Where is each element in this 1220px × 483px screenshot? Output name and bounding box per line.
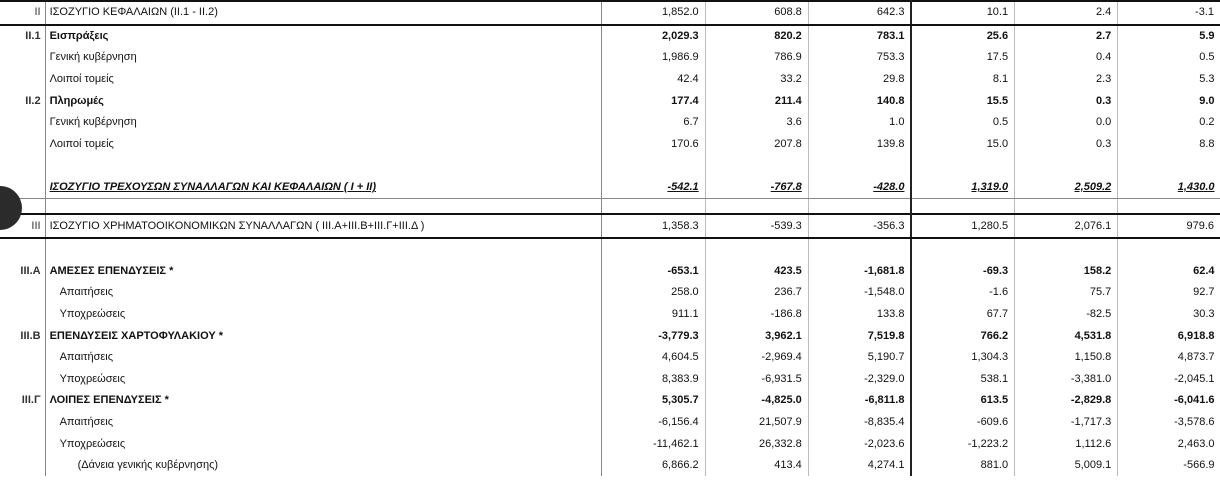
row-label: ΕΠΕΝΔΥΣΕΙΣ ΧΑΡΤΟΦΥΛΑΚΙΟΥ * (45, 325, 602, 347)
value-cell (602, 155, 705, 177)
table-body (0, 1, 1220, 476)
row-code (0, 455, 45, 477)
value-cell: -1,548.0 (808, 282, 911, 304)
value-cell (602, 238, 705, 261)
value-cell: 6,918.8 (1118, 325, 1220, 347)
row-label: Λοιποί τομείς (45, 69, 602, 91)
value-cell (911, 199, 1014, 215)
value-cell: 4,873.7 (1118, 347, 1220, 369)
value-cell: 139.8 (808, 134, 911, 156)
value-cell: 786.9 (705, 47, 808, 69)
row-label: Απαιτήσεις (45, 412, 602, 434)
table-row (0, 261, 1220, 283)
value-cell: -69.3 (911, 261, 1014, 283)
value-cell: -609.6 (911, 412, 1014, 434)
table-row (0, 282, 1220, 304)
row-label: Απαιτήσεις (45, 282, 602, 304)
value-cell (1015, 155, 1118, 177)
value-cell (1015, 199, 1118, 215)
value-cell: 1,319.0 (911, 177, 1014, 199)
value-cell (1118, 238, 1220, 261)
value-cell: -2,023.6 (808, 433, 911, 455)
value-cell: -566.9 (1118, 455, 1220, 477)
row-label: Εισπράξεις (45, 25, 602, 48)
row-label: Γενική κυβέρνηση (45, 112, 602, 134)
value-cell: 211.4 (705, 90, 808, 112)
value-cell: 236.7 (705, 282, 808, 304)
value-cell: 1,304.3 (911, 347, 1014, 369)
value-cell: -3.1 (1118, 1, 1220, 25)
value-cell: 92.7 (1118, 282, 1220, 304)
value-cell: 5.9 (1118, 25, 1220, 48)
value-cell: 766.2 (911, 325, 1014, 347)
row-code (0, 433, 45, 455)
row-code: II.2 (0, 90, 45, 112)
value-cell: 67.7 (911, 304, 1014, 326)
table-row (0, 112, 1220, 134)
row-label (45, 199, 602, 215)
value-cell: 5,009.1 (1015, 455, 1118, 477)
value-cell (808, 238, 911, 261)
table-row (0, 238, 1220, 261)
row-code (0, 47, 45, 69)
value-cell: 10.1 (911, 1, 1014, 25)
row-code (0, 238, 45, 261)
value-cell: 2.3 (1015, 69, 1118, 91)
value-cell: -653.1 (602, 261, 705, 283)
value-cell (705, 155, 808, 177)
row-code (0, 69, 45, 91)
value-cell: 911.1 (602, 304, 705, 326)
value-cell: 613.5 (911, 390, 1014, 412)
table-row (0, 214, 1220, 238)
value-cell: 608.8 (705, 1, 808, 25)
value-cell: 2,076.1 (1015, 214, 1118, 238)
row-code: III.Γ (0, 390, 45, 412)
row-code (0, 369, 45, 391)
value-cell: 1,112.6 (1015, 433, 1118, 455)
value-cell (1118, 155, 1220, 177)
value-cell: 4,604.5 (602, 347, 705, 369)
row-label: Λοιποί τομείς (45, 134, 602, 156)
value-cell: 8,383.9 (602, 369, 705, 391)
value-cell (808, 155, 911, 177)
value-cell: 4,531.8 (1015, 325, 1118, 347)
value-cell: 1,852.0 (602, 1, 705, 25)
value-cell: -539.3 (705, 214, 808, 238)
value-cell: 133.8 (808, 304, 911, 326)
table-row (0, 155, 1220, 177)
value-cell: 170.6 (602, 134, 705, 156)
value-cell: -6,041.6 (1118, 390, 1220, 412)
row-label: ΙΣΟΖΥΓΙΟ ΧΡΗΜΑΤΟΟΙΚΟΝΟΜΙΚΩΝ ΣΥΝΑΛΛΑΓΩΝ ( ΙΙΙ.Α+ΙΙΙ.Β+ΙΙΙ.Γ+ΙΙΙ.Δ ) (45, 214, 602, 238)
value-cell: -2,329.0 (808, 369, 911, 391)
value-cell: -2,829.8 (1015, 390, 1118, 412)
value-cell: 0.3 (1015, 134, 1118, 156)
row-code (0, 412, 45, 434)
value-cell: 6,866.2 (602, 455, 705, 477)
value-cell: 2,463.0 (1118, 433, 1220, 455)
value-cell: 258.0 (602, 282, 705, 304)
row-code (0, 304, 45, 326)
table-row (0, 304, 1220, 326)
value-cell: 3,962.1 (705, 325, 808, 347)
value-cell: -8,835.4 (808, 412, 911, 434)
value-cell: -3,578.6 (1118, 412, 1220, 434)
value-cell: 1,358.3 (602, 214, 705, 238)
row-code: II (0, 1, 45, 25)
table-row (0, 69, 1220, 91)
row-label (45, 155, 602, 177)
table-row (0, 199, 1220, 215)
value-cell: -6,811.8 (808, 390, 911, 412)
table-row (0, 90, 1220, 112)
value-cell: -767.8 (705, 177, 808, 199)
value-cell: 158.2 (1015, 261, 1118, 283)
value-cell (705, 238, 808, 261)
value-cell: 15.0 (911, 134, 1014, 156)
value-cell: 2.7 (1015, 25, 1118, 48)
value-cell: 207.8 (705, 134, 808, 156)
value-cell (705, 199, 808, 215)
value-cell: 0.3 (1015, 90, 1118, 112)
value-cell: -1,717.3 (1015, 412, 1118, 434)
table-row (0, 433, 1220, 455)
value-cell: 8.8 (1118, 134, 1220, 156)
value-cell: 1,430.0 (1118, 177, 1220, 199)
value-cell: 29.8 (808, 69, 911, 91)
value-cell: 25.6 (911, 25, 1014, 48)
value-cell: 642.3 (808, 1, 911, 25)
value-cell: 1,150.8 (1015, 347, 1118, 369)
row-label: Πληρωμές (45, 90, 602, 112)
table-row (0, 177, 1220, 199)
value-cell: 881.0 (911, 455, 1014, 477)
value-cell: -4,825.0 (705, 390, 808, 412)
table-row (0, 369, 1220, 391)
value-cell: 979.6 (1118, 214, 1220, 238)
value-cell: 5.3 (1118, 69, 1220, 91)
row-code (0, 347, 45, 369)
table-row (0, 412, 1220, 434)
value-cell: 2,509.2 (1015, 177, 1118, 199)
row-label: Απαιτήσεις (45, 347, 602, 369)
row-label: (Δάνεια γενικής κυβέρνησης) (45, 455, 602, 477)
value-cell: -428.0 (808, 177, 911, 199)
value-cell: 3.6 (705, 112, 808, 134)
value-cell: 0.4 (1015, 47, 1118, 69)
row-code (0, 112, 45, 134)
value-cell: -542.1 (602, 177, 705, 199)
value-cell: 8.1 (911, 69, 1014, 91)
value-cell: 17.5 (911, 47, 1014, 69)
row-code: III.A (0, 261, 45, 283)
value-cell: 21,507.9 (705, 412, 808, 434)
table-row (0, 455, 1220, 477)
value-cell (602, 199, 705, 215)
row-code: III.B (0, 325, 45, 347)
table-row (0, 25, 1220, 48)
value-cell: 2.4 (1015, 1, 1118, 25)
value-cell: 0.5 (911, 112, 1014, 134)
table-row (0, 47, 1220, 69)
value-cell: -186.8 (705, 304, 808, 326)
value-cell: -6,156.4 (602, 412, 705, 434)
value-cell: 140.8 (808, 90, 911, 112)
value-cell: 413.4 (705, 455, 808, 477)
value-cell: 1,986.9 (602, 47, 705, 69)
value-cell: 0.2 (1118, 112, 1220, 134)
value-cell: -1.6 (911, 282, 1014, 304)
value-cell: -1,223.2 (911, 433, 1014, 455)
value-cell: -356.3 (808, 214, 911, 238)
value-cell: 538.1 (911, 369, 1014, 391)
value-cell: 2,029.3 (602, 25, 705, 48)
value-cell: -82.5 (1015, 304, 1118, 326)
value-cell: 75.7 (1015, 282, 1118, 304)
row-label: ΙΣΟΖΥΓΙΟ ΤΡΕΧΟΥΣΩΝ ΣΥΝΑΛΛΑΓΩΝ ΚΑΙ ΚΕΦΑΛΑΙΩΝ ( I + II) (45, 177, 602, 199)
value-cell: 62.4 (1118, 261, 1220, 283)
value-cell (1118, 199, 1220, 215)
row-label: Υποχρεώσεις (45, 433, 602, 455)
value-cell (911, 155, 1014, 177)
value-cell: 820.2 (705, 25, 808, 48)
value-cell (808, 199, 911, 215)
value-cell: 15.5 (911, 90, 1014, 112)
value-cell: -2,969.4 (705, 347, 808, 369)
value-cell: 1,280.5 (911, 214, 1014, 238)
row-code: II.1 (0, 25, 45, 48)
value-cell: 0.0 (1015, 112, 1118, 134)
table-row (0, 134, 1220, 156)
value-cell: 30.3 (1118, 304, 1220, 326)
row-label: ΛΟΙΠΕΣ ΕΠΕΝΔΥΣΕΙΣ * (45, 390, 602, 412)
value-cell: -3,779.3 (602, 325, 705, 347)
table-row (0, 347, 1220, 369)
value-cell: 1.0 (808, 112, 911, 134)
row-code (0, 134, 45, 156)
value-cell: 5,305.7 (602, 390, 705, 412)
value-cell: 753.3 (808, 47, 911, 69)
row-label: Υποχρεώσεις (45, 304, 602, 326)
value-cell: 5,190.7 (808, 347, 911, 369)
value-cell: 423.5 (705, 261, 808, 283)
value-cell: 42.4 (602, 69, 705, 91)
row-label: ΙΣΟΖΥΓΙΟ ΚΕΦΑΛΑΙΩΝ (ΙΙ.1 - ΙΙ.2) (45, 1, 602, 25)
value-cell: -11,462.1 (602, 433, 705, 455)
value-cell: 177.4 (602, 90, 705, 112)
row-code: III (0, 214, 45, 238)
table-row (0, 1, 1220, 25)
value-cell: -3,381.0 (1015, 369, 1118, 391)
table-row (0, 325, 1220, 347)
row-label: Υποχρεώσεις (45, 369, 602, 391)
row-label: Γενική κυβέρνηση (45, 47, 602, 69)
value-cell: -6,931.5 (705, 369, 808, 391)
value-cell: 7,519.8 (808, 325, 911, 347)
value-cell: -2,045.1 (1118, 369, 1220, 391)
row-code (0, 155, 45, 177)
value-cell: -1,681.8 (808, 261, 911, 283)
value-cell (1015, 238, 1118, 261)
value-cell: 4,274.1 (808, 455, 911, 477)
value-cell: 9.0 (1118, 90, 1220, 112)
value-cell: 0.5 (1118, 47, 1220, 69)
value-cell (911, 238, 1014, 261)
row-label: ΑΜΕΣΕΣ ΕΠΕΝΔΥΣΕΙΣ * (45, 261, 602, 283)
value-cell: 783.1 (808, 25, 911, 48)
table-row (0, 390, 1220, 412)
value-cell: 6.7 (602, 112, 705, 134)
value-cell: 26,332.8 (705, 433, 808, 455)
value-cell: 33.2 (705, 69, 808, 91)
row-code (0, 282, 45, 304)
row-label (45, 238, 602, 261)
